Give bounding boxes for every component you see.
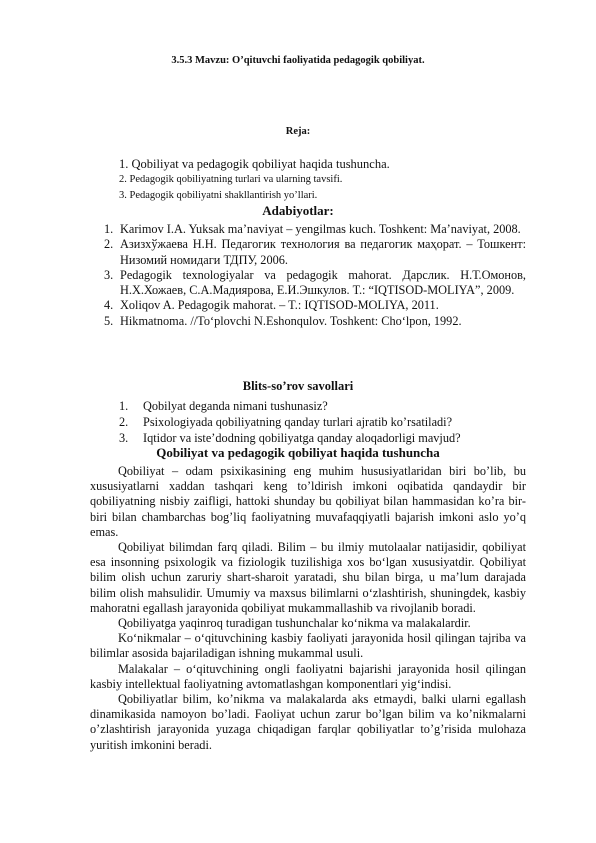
blitz-heading: Blits-so’rov savollari: [242, 379, 354, 393]
reference-text: Азизхўжаева Н.Н. Педагогик технология ва педагогик маҳорат. – Тошкент: Низомий номидаги ТДПУ, 2006.: [120, 237, 526, 267]
question-text: Qobilyat deganda nimani tushunasiz?: [143, 399, 328, 413]
question-text: Iqtidor va iste’dodning qobiliyatga qanday aloqadorligi mavjud?: [143, 431, 461, 445]
question-item: [119, 430, 539, 446]
reference-text: Xoliqov A. Pedagogik mahorat. – T.: IQTISOD-MOLIYA, 2011.: [120, 298, 439, 313]
plan-item: 3. Pedagogik qobiliyatni shakllantirish yo’llari.: [119, 190, 318, 201]
plan-item: 2. Pedagogik qobiliyatning turlari va ularning tavsifi.: [119, 174, 343, 185]
paragraph: Qobiliyat – odam psixikasining eng muhim hususiyatlaridan biri bo’lib, bu xususiyatlarni xaddan tashqari keng to’ldirish imkoni oqibatida qandaydir bir qobiliyatning nisbiy zaifligi, hattoki shunday bu qobiliyat bilan hammasidan ko’ra bir-biri bilan chambarchas bog’liq faoliyatning muvafaqqiyatli bajarish imkoni aslo yo’q emas.: [90, 464, 526, 539]
paragraph: Qobiliyatga yaqinroq turadigan tushunchalar ko‘nikma va malakalardir.: [118, 616, 471, 631]
references-heading: Adabiyotlar:: [262, 203, 334, 218]
reference-text: Hikmatnoma. //To‘plovchi N.Eshonqulov. Toshkent: Cho‘lpon, 1992.: [120, 313, 462, 328]
reference-number: 3.: [104, 267, 114, 282]
question-item: [119, 398, 539, 414]
reference-number: 5.: [104, 313, 114, 328]
paragraph: Qobiliyat bilimdan farq qiladi. Bilim – bu ilmiy mutolaalar natijasidir, qobiliyat esa insonning psixologik va fiziologik tuzilishiga xos bo‘lgan xususiyatdir. Qobiliyat bilim olish uchun zaruriy shart-sharoit yaratadi, shu bilan birga, u ma’lum darajada bilim olish mahsulidir. Umumiy va maxsus bilimlarni o‘zlashtirish, shuningdek, kasbiy mahoratni egallash jarayonida qobiliyat mukammallashib va rivojlanib boradi.: [90, 540, 526, 615]
reference-item: [104, 222, 526, 237]
reference-item: [104, 268, 526, 299]
question-number: 1.: [119, 399, 129, 413]
body-text: [90, 464, 526, 753]
paragraph: Qobiliyatlar bilim, ko’nikma va malakalarda aks etmaydi, balki ularni egallash dinamikasida namoyon bo’ladi. Faoliyat uchun zarur bo’lgan bilim va ko’nikmalarni o’zlashtirish jarayonida yuzaga chiqadigan farqlar qobiliyatlar to’g’risida mulohaza yuritish imkonini beradi.: [90, 692, 526, 752]
reference-text: Pedagogik texnologiyalar va pedagogik mahorat. Дарслик. Н.Т.Омонов, Н.Х.Хожаев, С.А.Мадиярова, Е.И.Эшкулов. Т.: “IQTISOD-MOLIYA”, 2009.: [120, 267, 526, 298]
questions-list: [119, 398, 539, 446]
plan-item: 1. Qobiliyat va pedagogik qobiliyat haqida tushuncha.: [119, 157, 390, 171]
question-number: 3.: [119, 431, 129, 445]
question-item: [119, 414, 539, 430]
section-heading: Qobiliyat va pedagogik qobiliyat haqida tushuncha: [156, 445, 440, 460]
paragraph: Ko‘nikmalar – o‘qituvchining kasbiy faoliyati jarayonida hosil qilingan tajriba va bilimlar asosida bajariladigan ishning mukammal usuli.: [90, 631, 526, 661]
reference-number: 2.: [104, 237, 114, 252]
plan-list: [119, 156, 539, 204]
reference-item: [104, 298, 526, 313]
paragraph: Malakalar – o‘qituvchining ongli faoliyatni bajarishi jarayonida hosil qilingan kasbiy intellektual faoliyatning avtomatlashgan komponentlari yig‘indisi.: [90, 661, 526, 691]
reference-number: 4.: [104, 298, 114, 313]
question-number: 2.: [119, 415, 129, 429]
plan-heading: Reja:: [285, 126, 311, 137]
reference-item: [104, 314, 526, 329]
reference-text: Karimov I.A. Yuksak ma’naviyat – yengilmas kuch. Toshkent: Ma’naviyat, 2008.: [120, 222, 521, 236]
question-text: Psixologiyada qobiliyatning qanday turlari ajratib ko’rsatiladi?: [143, 415, 453, 429]
topic-title: 3.5.3 Mavzu: O’qituvchi faoliyatida pedagogik qobiliyat.: [171, 55, 425, 66]
reference-number: 1.: [104, 222, 114, 236]
references-list: [104, 222, 526, 329]
reference-item: [104, 237, 526, 268]
